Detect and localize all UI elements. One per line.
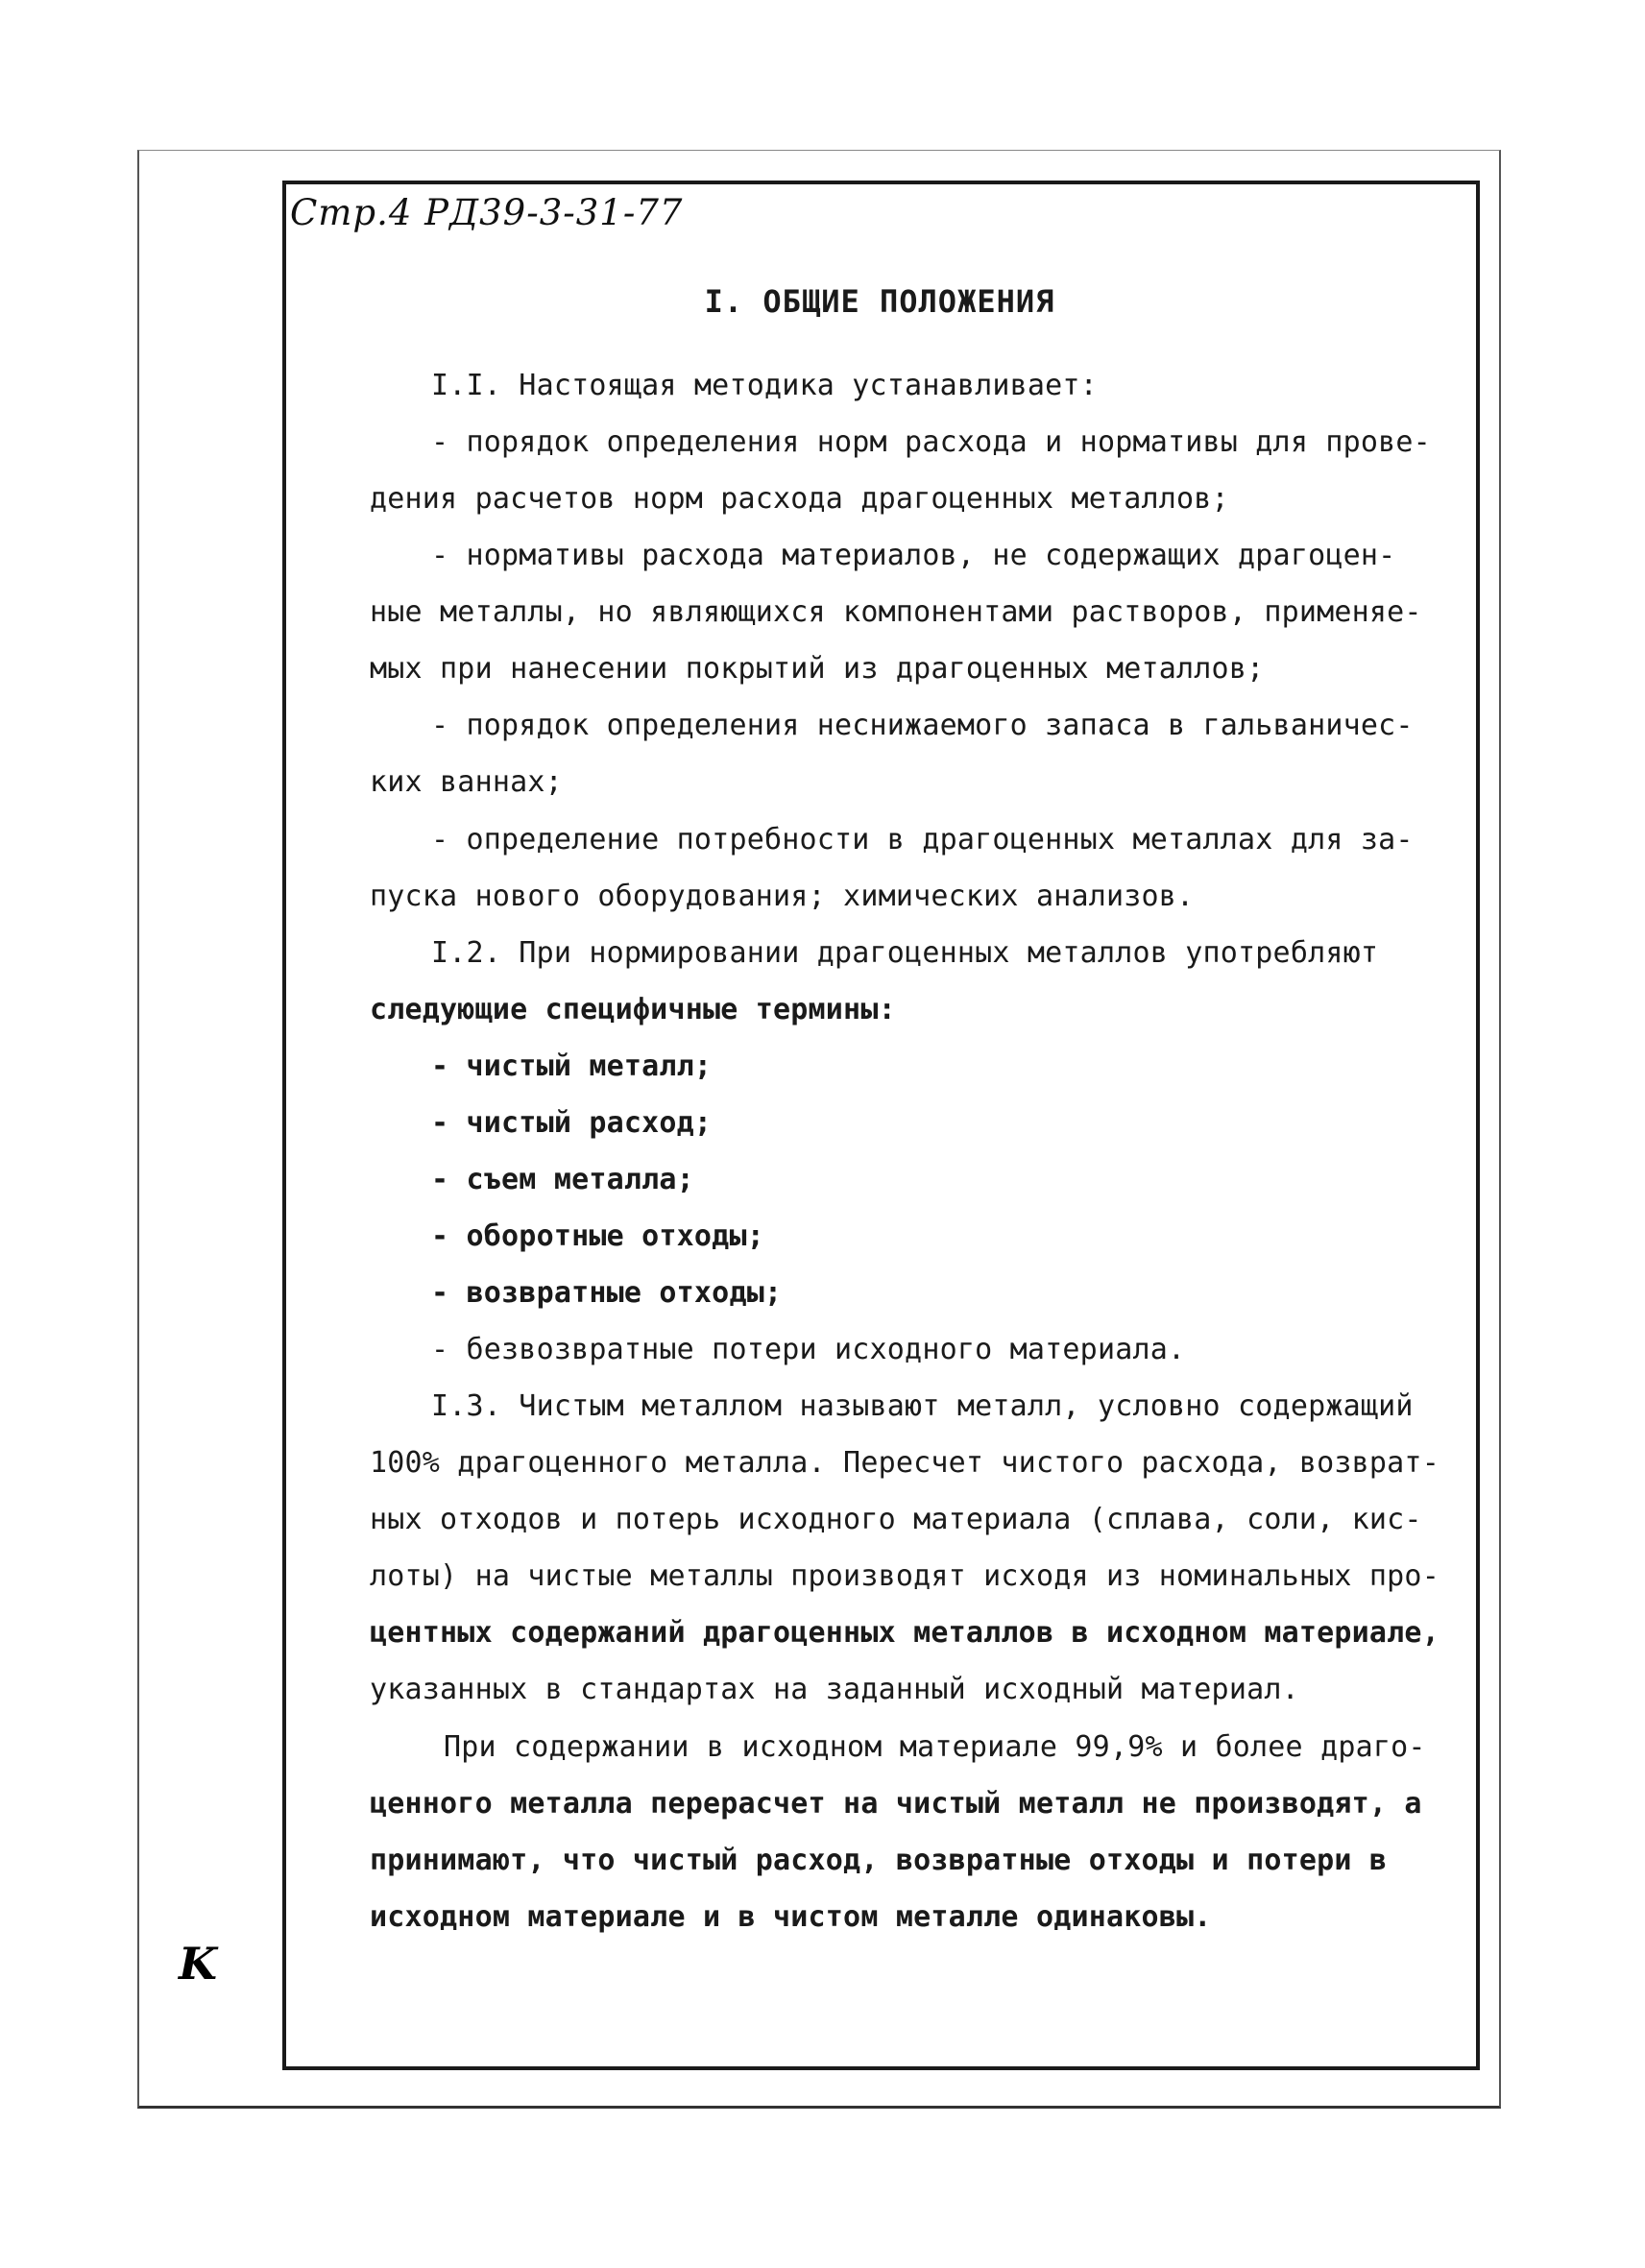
paragraph-closing-line: ценного металла перерасчет на чистый металл не производят, а (370, 1787, 1422, 1821)
list-item-continuation: ких ваннах; (370, 765, 563, 799)
term-list-item: - возвратные отходы; (431, 1276, 783, 1310)
term-list-item: - чистый расход; (431, 1106, 713, 1140)
term-list-item: - оборотные отходы; (431, 1219, 764, 1253)
paragraph-1-3-line: I.3. Чистым металлом называют металл, условно содержащий (431, 1389, 1414, 1423)
paragraph-1-3-line: центных содержаний драгоценных металлов в исходном материале, (370, 1616, 1439, 1650)
paragraph-1-1-intro: I.I. Настоящая методика устанавливает: (431, 369, 1098, 402)
paragraph-1-3-line: 100% драгоценного металла. Пересчет чистого расхода, возврат- (370, 1446, 1439, 1480)
section-title: I. ОБЩИЕ ПОЛОЖЕНИЯ (704, 283, 1055, 320)
term-list-item: - съем металла; (431, 1163, 694, 1196)
list-item-line: - порядок определения норм расхода и нормативы для прове- (431, 425, 1431, 459)
paragraph-1-2-line: следующие специфичные термины: (370, 993, 896, 1026)
list-item-line: - порядок определения неснижаемого запаса в гальваничес- (431, 709, 1414, 742)
list-item-continuation: ные металлы, но являющихся компонентами растворов, применяе- (370, 595, 1422, 629)
term-list-item: - чистый металл; (431, 1050, 713, 1083)
paragraph-closing-line: При содержании в исходном материале 99,9% и более драго- (444, 1730, 1426, 1764)
term-list-item: - безвозвратные потери исходного материала. (431, 1333, 1186, 1366)
paragraph-1-3-line: ных отходов и потерь исходного материала (сплава, соли, кис- (370, 1503, 1422, 1536)
list-item-continuation: дения расчетов норм расхода драгоценных металлов; (370, 482, 1229, 516)
page-code-stamp: Стр.4 РД39-3-31-77 (290, 192, 684, 233)
paragraph-closing-line: принимают, что чистый расход, возвратные отходы и потери в (370, 1844, 1388, 1877)
paragraph-closing-line: исходном материале и в чистом металле одинаковы. (370, 1900, 1212, 1934)
list-item-line: - нормативы расхода материалов, не содержащих драгоцен- (431, 539, 1396, 572)
list-item-continuation: пуска нового оборудования; химических анализов. (370, 880, 1195, 913)
margin-mark: K (179, 1938, 217, 1990)
paragraph-1-3-line: лоты) на чистые металлы производят исходя из номинальных про- (370, 1559, 1439, 1593)
paragraph-1-2-line: I.2. При нормировании драгоценных металлов употребляют (431, 936, 1379, 970)
list-item-continuation: мых при нанесении покрытий из драгоценных металлов; (370, 652, 1265, 686)
paragraph-1-3-line: указанных в стандартах на заданный исходный материал. (370, 1673, 1299, 1706)
list-item-line: - определение потребности в драгоценных металлах для за- (431, 823, 1414, 857)
